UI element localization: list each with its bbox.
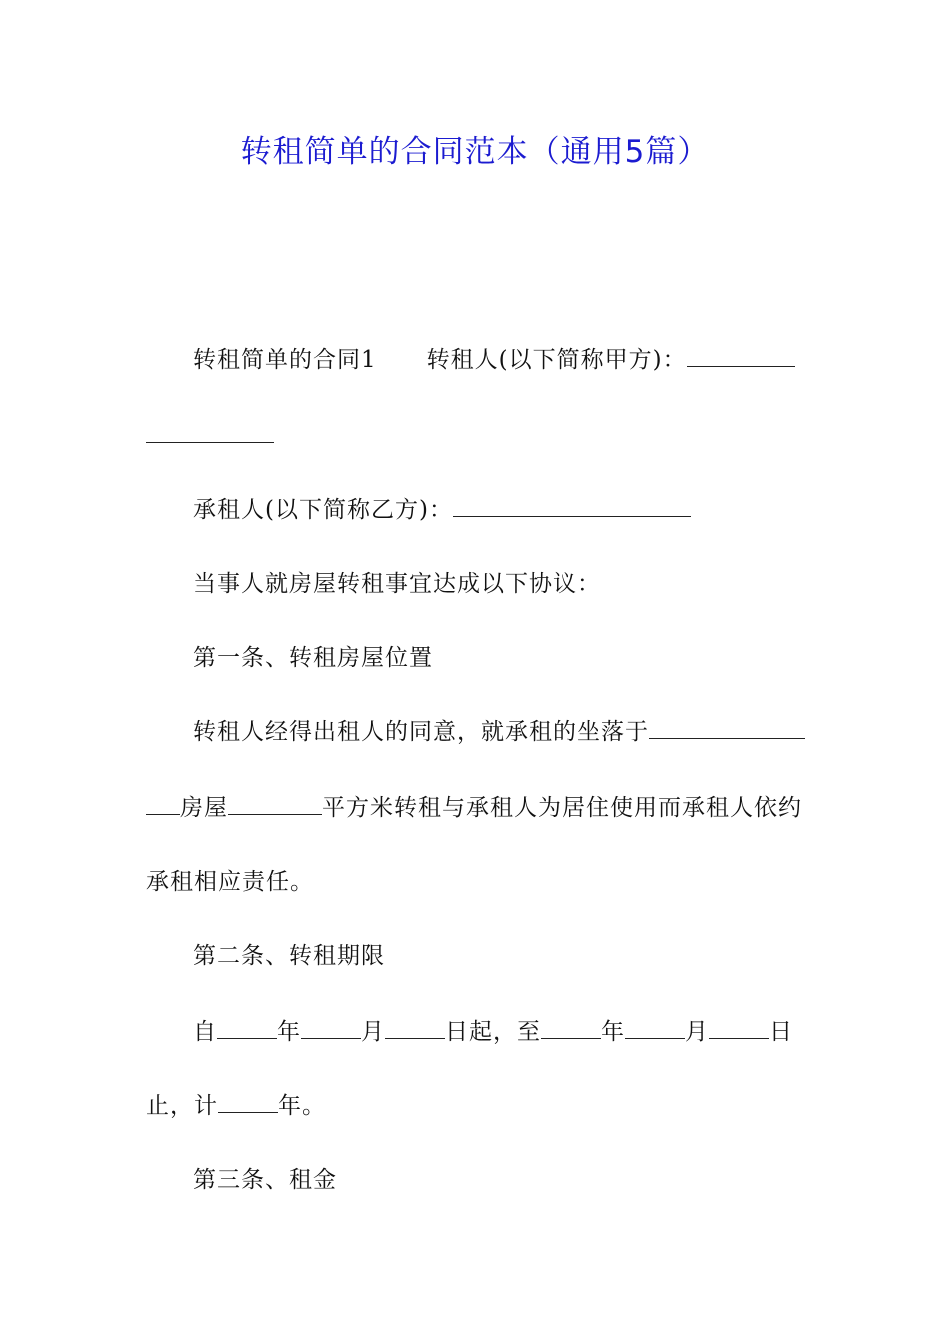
- article3-title: 第三条、租金: [193, 1167, 337, 1193]
- term-day-to: 日: [769, 1019, 793, 1045]
- article1-text-d: 承租相应责任。: [146, 869, 314, 895]
- sublessor-blank: [687, 344, 795, 367]
- sublessee-blank: [453, 494, 691, 517]
- term-year-1: 年: [277, 1019, 301, 1045]
- article2-title: 第二条、转租期限: [193, 943, 385, 969]
- article1-text-a: 转租人经得出租人的同意，就承租的坐落于: [193, 719, 649, 745]
- sublessor-blank-continued: [146, 420, 274, 443]
- start-month-blank: [301, 1016, 361, 1039]
- sublessor-label: 转租人(以下简称甲方)：: [426, 347, 687, 373]
- total-years-blank: [218, 1090, 278, 1113]
- article1-text-b: 房屋: [180, 795, 228, 821]
- area-blank: [228, 792, 322, 815]
- article1-title: 第一条、转租房屋位置: [193, 645, 433, 671]
- article1-line1: [193, 716, 805, 748]
- document-title: 转租简单的合同范本（通用5篇）: [240, 134, 710, 170]
- sublessor-blank-continued-line: [146, 420, 274, 452]
- end-month-blank: [625, 1016, 685, 1039]
- sublessee-label: 承租人(以下简称乙方)：: [193, 497, 453, 523]
- article1-text-c: 平方米转租与承租人为居住使用而承租人依约: [322, 795, 802, 821]
- start-day-blank: [385, 1016, 445, 1039]
- contract-heading: 转租简单的合同1: [193, 347, 377, 373]
- term-month-1: 月: [361, 1019, 385, 1045]
- article1-line2: [146, 792, 802, 824]
- term-day-from: 日起，至: [445, 1019, 541, 1045]
- term-line: [193, 1016, 793, 1048]
- term-total-prefix: 止，计: [146, 1093, 218, 1119]
- term-month-2: 月: [685, 1019, 709, 1045]
- sublessee-line: [193, 494, 691, 526]
- term-total-suffix: 年。: [278, 1093, 326, 1119]
- term-total-line: [146, 1090, 326, 1122]
- term-year-2: 年: [601, 1019, 625, 1045]
- end-day-blank: [709, 1016, 769, 1039]
- location-blank: [649, 716, 805, 739]
- heading-line: [193, 344, 795, 376]
- term-from: 自: [193, 1019, 217, 1045]
- agreement-intro: 当事人就房屋转租事宜达成以下协议：: [193, 571, 601, 597]
- end-year-blank: [541, 1016, 601, 1039]
- start-year-blank: [217, 1016, 277, 1039]
- location-blank-continued: [146, 792, 180, 815]
